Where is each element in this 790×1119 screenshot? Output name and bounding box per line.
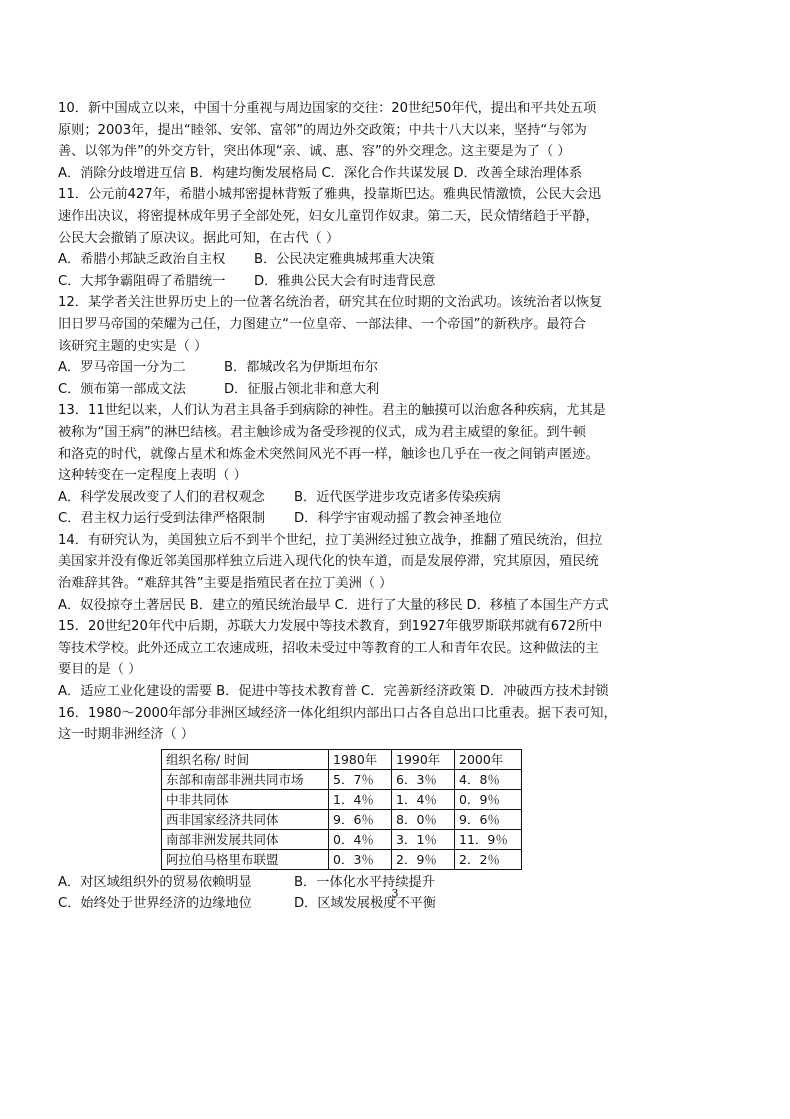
- option-a: A．对区域组织外的贸易依赖明显: [58, 874, 252, 890]
- table-cell: 西非国家经济共同体: [162, 809, 329, 829]
- option-d: D．冲破西方技术封锁: [479, 684, 609, 700]
- option-c: C．进行了大量的移民: [334, 597, 463, 613]
- question-16: [58, 703, 738, 915]
- exam-page: [58, 98, 738, 915]
- option-a: A．消除分歧增进互信: [58, 165, 186, 181]
- table-cell: 5．7％: [329, 769, 392, 789]
- question-text-line: 要目的是（ ）: [58, 662, 142, 678]
- question-text-line: 14．有研究认为，美国独立后不到半个世纪，拉丁美洲经过独立战争，推翻了殖民统治，但拉: [58, 532, 603, 548]
- table-cell: 1．4％: [329, 789, 392, 809]
- option-d: D．区域发展极度不平衡: [294, 896, 437, 912]
- table-cell: 6．3％: [392, 769, 455, 789]
- option-a: A．希腊小邦缺乏政治自主权: [58, 252, 226, 268]
- table-cell: 阿拉伯马格里布联盟: [162, 849, 329, 869]
- option-c: C．大邦争霸阻碍了希腊统一: [58, 273, 226, 289]
- question-text-line: 这一时期非洲经济（ ）: [58, 727, 195, 743]
- option-c: C．完善新经济政策: [361, 684, 476, 700]
- question-13: [58, 400, 738, 530]
- table-cell: 南部非洲发展共同体: [162, 829, 329, 849]
- question-text-line: 13．11世纪以来，人们认为君主具备手到病除的神性。君主的触摸可以治愈各种疾病，尤其是: [58, 403, 606, 419]
- export-share-table: [161, 749, 522, 870]
- question-text-line: 16．1980～2000年部分非洲区域经济一体化组织内部出口占各自总出口比重表。据下表可知，: [58, 705, 617, 721]
- option-a: A．奴役掠夺土著居民: [58, 597, 186, 613]
- table-header-row: [162, 749, 522, 769]
- option-row: [58, 508, 738, 530]
- question-text-line: 15．20世纪20年代中后期，苏联大力发展中等技术教育，到1927年俄罗斯联邦就有672所中: [58, 619, 603, 635]
- option-b: B．一体化水平持续提升: [294, 874, 435, 890]
- option-row: [58, 379, 738, 401]
- table-cell: 9．6％: [329, 809, 392, 829]
- table-header-cell: 2000年: [455, 749, 522, 769]
- option-a: A．科学发展改变了人们的君权观念: [58, 489, 265, 505]
- question-12: [58, 292, 738, 400]
- table-cell: 1．4％: [392, 789, 455, 809]
- option-d: D．雅典公民大会有时违背民意: [254, 273, 436, 289]
- option-c: C．深化合作共谋发展: [321, 165, 450, 181]
- table-cell: 11．9％: [455, 829, 522, 849]
- table-cell: 4．8％: [455, 769, 522, 789]
- question-10: [58, 98, 738, 184]
- table-cell: 东部和南部非洲共同市场: [162, 769, 329, 789]
- table-cell: 2．9％: [392, 849, 455, 869]
- option-b: B．公民决定雅典城邦重大决策: [254, 252, 435, 268]
- option-row: [58, 357, 738, 379]
- table-row: [162, 809, 522, 829]
- question-14: [58, 530, 738, 616]
- option-d: D．移植了本国生产方式: [466, 597, 609, 613]
- question-text-line: 旧日罗马帝国的荣耀为己任，力图建立“一位皇帝、一部法律、一个帝国”的新秩序。最符合: [58, 316, 586, 332]
- option-c: C．始终处于世界经济的边缘地位: [58, 896, 252, 912]
- table-header-cell: 1980年: [329, 749, 392, 769]
- option-b: B．近代医学进步攻克诸多传染疾病: [294, 489, 501, 505]
- table-cell: 3．1％: [392, 829, 455, 849]
- question-text-line: 善、以邻为伴”的外交方针，突出体现“亲、诚、惠、容”的外交理念。这主要是为了（ ）: [58, 144, 571, 160]
- option-a: A．适应工业化建设的需要: [58, 684, 213, 700]
- option-d: D．科学宇宙观动摇了教会神圣地位: [294, 511, 502, 527]
- option-row: [58, 163, 738, 185]
- question-text-line: 被称为“国王病”的淋巴结核。君主触诊成为备受珍视的仪式，成为君主威望的象征。到牛顿: [58, 424, 586, 440]
- option-a: A．罗马帝国一分为二: [58, 360, 186, 376]
- table-cell: 中非共同体: [162, 789, 329, 809]
- table-header-cell: 组织名称/ 时间: [162, 749, 329, 769]
- question-text-line: 速作出决议，将密提林成年男子全部处死，妇女儿童罚作奴隶。第二天，民众情绪趋于平静，: [58, 208, 599, 224]
- table-row: [162, 829, 522, 849]
- question-text-line: 公民大会撤销了原决议。据此可知，在古代（ ）: [58, 230, 340, 246]
- question-text-line: 10．新中国成立以来，中国十分重视与周边国家的交往：20世纪50年代，提出和平共处五项: [58, 101, 597, 116]
- option-b: B．促进中等技术教育普: [216, 684, 358, 700]
- option-b: B．建立的殖民统治最早: [189, 597, 331, 613]
- question-text-line: 原则；2003年，提出“睦邻、安邻、富邻”的周边外交政策；中共十八大以来，坚持“与邻为: [58, 122, 587, 138]
- question-text-line: 这种转变在一定程度上表明（ ）: [58, 468, 247, 484]
- option-row: [58, 271, 738, 293]
- option-row: [58, 595, 738, 617]
- table-cell: 0．4％: [329, 829, 392, 849]
- option-b: B．构建均衡发展格局: [189, 165, 318, 181]
- question-text-line: 11．公元前427年，希腊小城邦密提林背叛了雅典，投靠斯巴达。雅典民情激愤，公民大会迅: [58, 187, 602, 203]
- table-row: [162, 769, 522, 789]
- option-c: C．颁布第一部成文法: [58, 381, 186, 397]
- question-text-line: 12．某学者关注世界历史上的一位著名统治者，研究其在位时期的文治武功。该统治者以恢复: [58, 295, 603, 311]
- question-text-line: 等技术学校。此外还成立工农速成班，招收未受过中等教育的工人和青年农民。这种做法的主: [58, 640, 599, 656]
- question-15: [58, 616, 738, 702]
- table-cell: 2．2％: [455, 849, 522, 869]
- table-cell: 8．0％: [392, 809, 455, 829]
- table-row: [162, 789, 522, 809]
- option-c: C．君主权力运行受到法律严格限制: [58, 511, 266, 527]
- table-cell: 9．6％: [455, 809, 522, 829]
- option-row: [58, 487, 738, 509]
- option-b: B．都城改名为伊斯坦布尔: [224, 360, 379, 376]
- question-text-line: 治难辞其咎。“难辞其咎”主要是指殖民者在拉丁美洲（ ）: [58, 576, 393, 592]
- question-text-line: 和洛克的时代，就像占星术和炼金术突然间风光不再一样，触诊也几乎在一夜之间销声匿迹。: [58, 446, 599, 462]
- option-d: D．征服占领北非和意大利: [224, 381, 380, 397]
- question-11: [58, 184, 738, 292]
- table-row: [162, 849, 522, 869]
- question-text-line: 该研究主题的史实是（ ）: [58, 338, 208, 354]
- table-cell: 0．9％: [455, 789, 522, 809]
- question-text-line: 美国家并没有像近邻美国那样独立后进入现代化的快车道，而是发展停滞，究其原因，殖民统: [58, 554, 599, 570]
- table-header-cell: 1990年: [392, 749, 455, 769]
- option-row: [58, 681, 738, 703]
- option-d: D．改善全球治理体系: [453, 165, 583, 181]
- option-row: [58, 249, 738, 271]
- table-cell: 0．3％: [329, 849, 392, 869]
- page-number: 3: [391, 887, 399, 900]
